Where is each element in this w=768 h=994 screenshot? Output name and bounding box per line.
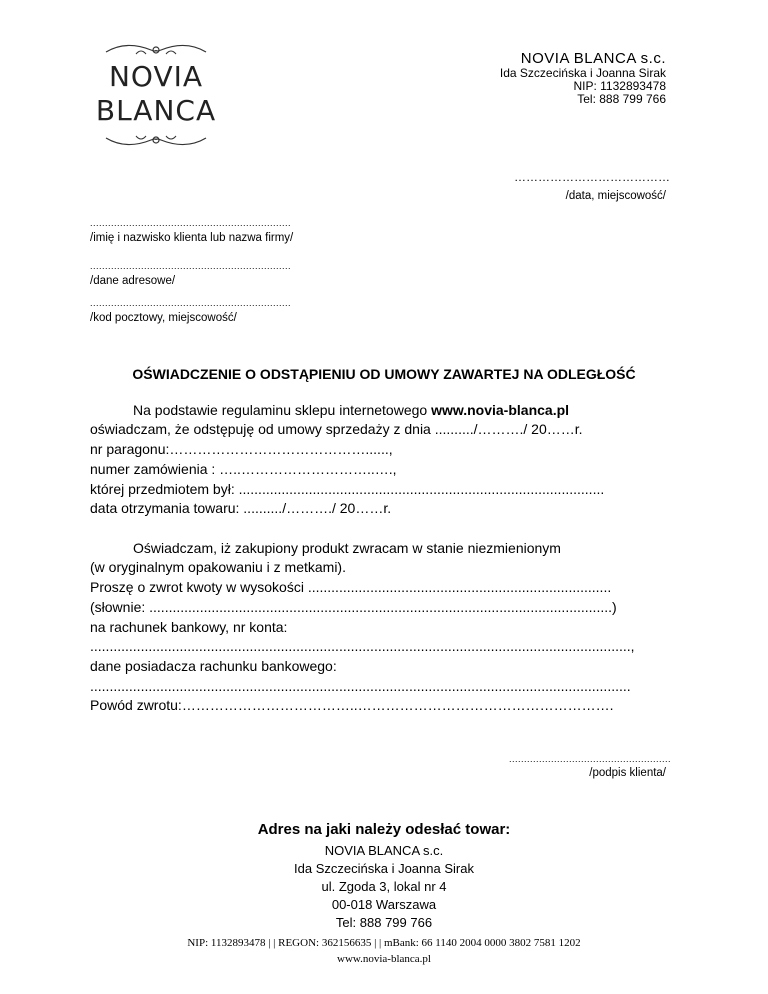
para2-line4[interactable]: (słownie: .......................................................................................................................) <box>90 599 617 615</box>
store-url: www.novia-blanca.pl <box>431 402 570 418</box>
para2-line6[interactable]: ..........................................................................................................................................., <box>90 638 635 654</box>
company-logo <box>86 40 226 150</box>
return-address-name: NOVIA BLANCA s.c. <box>324 843 444 858</box>
logo-word-blanca: BLANCA <box>95 94 217 127</box>
para2-line8[interactable]: ........................................................................................................................................... <box>90 678 631 694</box>
return-address-owners: Ida Szczecińska i Joanna Sirak <box>294 861 474 876</box>
return-address-street: ul. Zgoda 3, lokal nr 4 <box>321 879 447 894</box>
ornament-top-icon <box>96 40 216 60</box>
para1-line5[interactable]: której przedmiotem był: .............................................................................................. <box>90 481 605 497</box>
para2-line1: Oświadczam, iż zakupiony produkt zwracam w stanie niezmienionym <box>133 540 561 556</box>
para1-intro-text: Na podstawie regulaminu sklepu internetowego <box>133 402 432 418</box>
client-postal-label: /kod pocztowy, miejscowość/ <box>90 312 237 324</box>
date-field-dots[interactable]: ………………………………… <box>514 170 670 184</box>
date-field-label: /data, miejscowość/ <box>565 190 666 202</box>
client-address-label: /dane adresowe/ <box>90 275 176 287</box>
footer-website[interactable]: www.novia-blanca.pl <box>337 953 431 965</box>
ornament-bottom-icon <box>96 130 216 150</box>
return-address-heading: Adres na jaki należy odesłać towar: <box>257 821 511 838</box>
para1-line2[interactable]: oświadczam, że odstępuję od umowy sprzedaży z dnia ........../………./ 20……r. <box>90 421 583 437</box>
company-name: NOVIA BLANCA s.c. <box>520 50 666 67</box>
client-postal-field[interactable]: ................................................................... <box>90 298 292 308</box>
client-name-label: /imię i nazwisko klienta lub nazwa firmy/ <box>90 232 294 244</box>
para1-line6[interactable]: data otrzymania towaru: ........../………./ 20……r. <box>90 500 392 516</box>
para2-line3[interactable]: Proszę o zwrot kwoty w wysokości .............................................................................. <box>90 579 612 595</box>
client-name-field[interactable]: ................................................................... <box>90 218 292 228</box>
company-tel: Tel: 888 799 766 <box>577 92 666 106</box>
para2-line2: (w oryginalnym opakowaniu i z metkami). <box>90 559 346 575</box>
signature-field[interactable]: ...................................................... <box>508 754 671 764</box>
para1-line4[interactable]: numer zamówienia : …..………………………..…., <box>90 461 397 477</box>
document-title: OŚWIADCZENIE O ODSTĄPIENIU OD UMOWY ZAWARTEJ NA ODLEGŁOŚĆ <box>132 366 636 382</box>
para1-intro <box>133 402 569 418</box>
company-nip: NIP: 1132893478 <box>573 79 666 93</box>
para2-line9[interactable]: Powód zwrotu:………………………………..………………………………………………. <box>90 697 614 713</box>
signature-label: /podpis klienta/ <box>589 767 666 779</box>
footer-registration: NIP: 1132893478 | | REGON: 362156635 | | mBank: 66 1140 2004 0000 3802 7581 1202 <box>187 937 581 949</box>
para2-line5: na rachunek bankowy, nr konta: <box>90 619 288 635</box>
logo-word-novia: NOVIA <box>108 60 204 93</box>
return-address-city: 00-018 Warszawa <box>331 897 437 912</box>
return-address-tel: Tel: 888 799 766 <box>335 915 433 930</box>
para2-line7: dane posiadacza rachunku bankowego: <box>90 658 337 674</box>
company-owners: Ida Szczecińska i Joanna Sirak <box>499 66 666 80</box>
para1-line3[interactable]: nr paragonu:……………………………………......, <box>90 441 393 457</box>
client-address-field[interactable]: ................................................................... <box>90 261 292 271</box>
